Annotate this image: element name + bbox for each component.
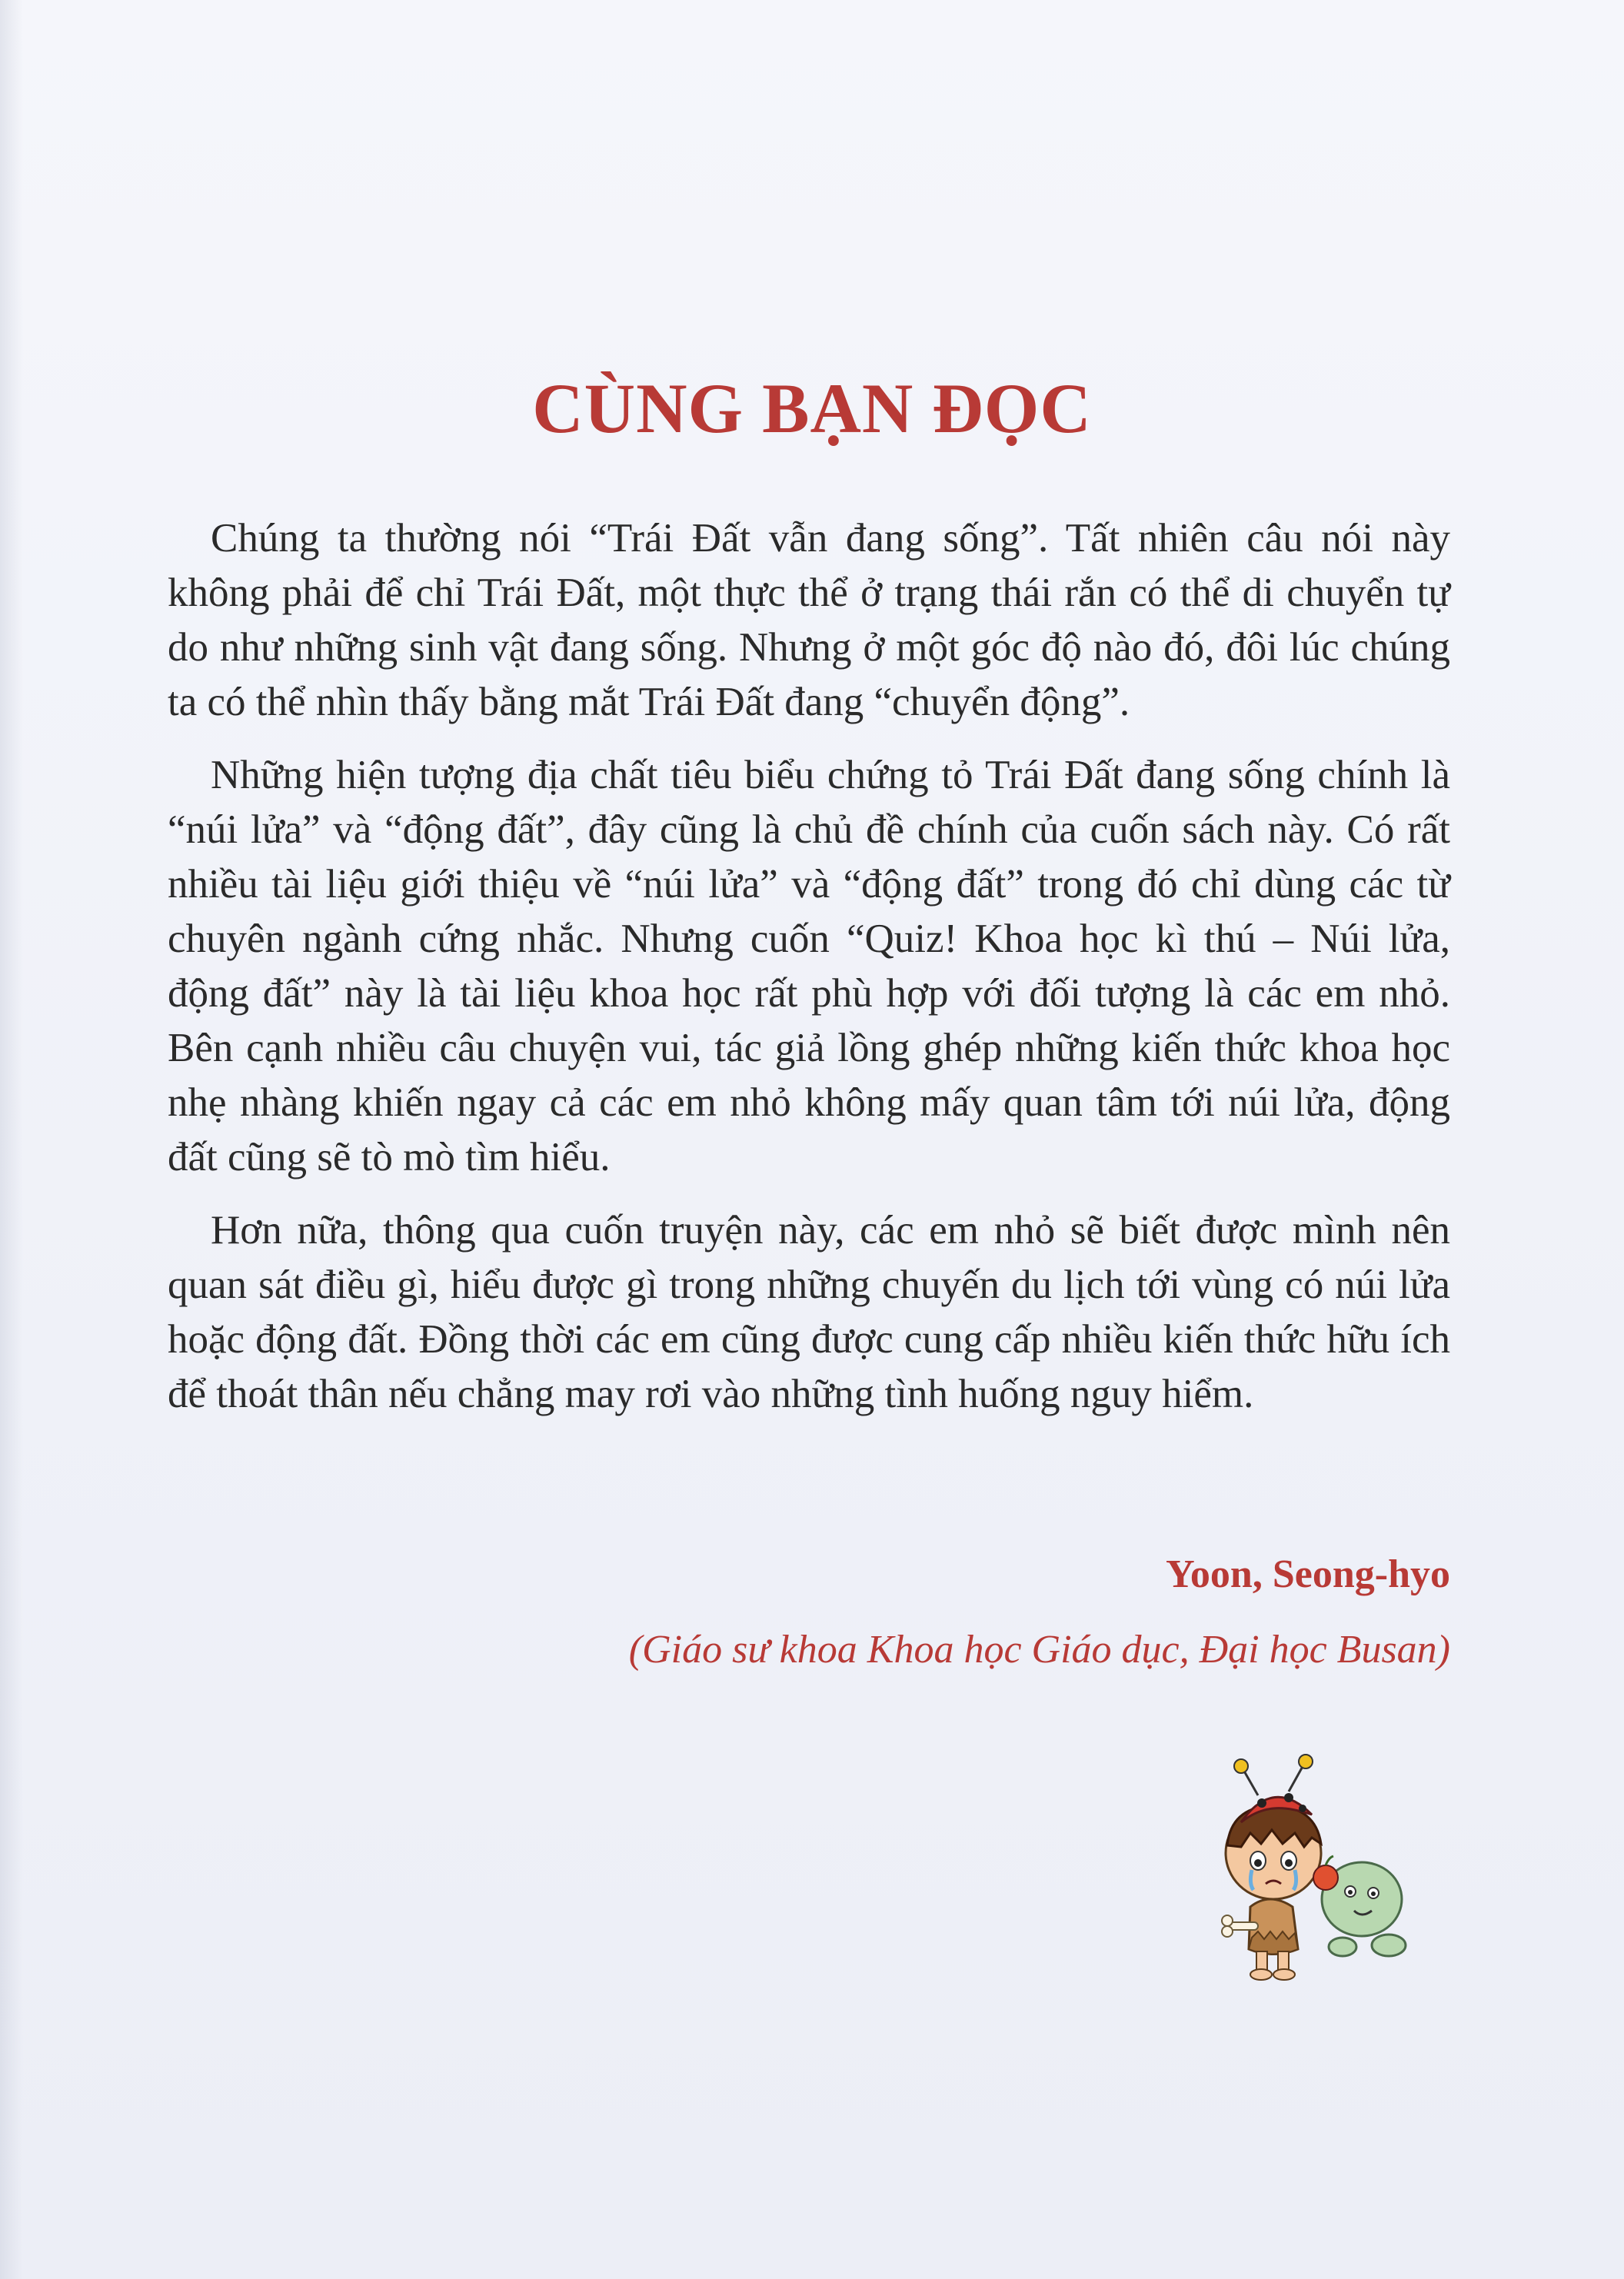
paragraph-1: Chúng ta thường nói “Trái Đất vẫn đang sống”. Tất nhiên câu nói này không phải để chỉ Trái Đất, một thực thể ở trạng thái rắn có thể di chuyển tự do như những sinh vật đang sống. Nhưng ở một góc độ nào đó, đôi lúc chúng ta có thể nhìn thấy bằng mắt Trái Đất đang “chuyển động”. [168, 516, 1450, 724]
mascot-icon [1196, 1753, 1427, 1984]
author-affiliation: (Giáo sư khoa Khoa học Giáo dục, Đại học Busan) [628, 1628, 1450, 1672]
paragraph-2: Những hiện tượng địa chất tiêu biểu chứng tỏ Trái Đất đang sống chính là “núi lửa” và “động đất”, đây cũng là chủ đề chính của cuốn sách này. Có rất nhiều tài liệu giới thiệu về “núi lửa” và “động đất” trong đó chỉ dùng các từ chuyên ngành cứng nhắc. Nhưng cuốn “Quiz! Khoa học kì thú – Núi lửa, động đất” này là tài liệu khoa học rất phù hợp với đối tượng là các em nhỏ. Bên cạnh nhiều câu chuyện vui, tác giả lồng ghép những kiến thức khoa học nhẹ nhàng khiến ngay cả các em nhỏ không mấy quan tâm tới núi lửa, động đất cũng sẽ tò mò tìm hiểu. [168, 753, 1450, 1179]
author-name: Yoon, Seong-hyo [1166, 1552, 1450, 1596]
paragraph-3: Hơn nữa, thông qua cuốn truyện này, các em nhỏ sẽ biết được mình nên quan sát điều gì, hiểu được gì trong những chuyến du lịch tới vùng có núi lửa hoặc động đất. Đồng thời các em cũng được cung cấp nhiều kiến thức hữu ích để thoát thân nếu chẳng may rơi vào những tình huống nguy hiểm. [168, 1208, 1450, 1416]
caveman-boy-icon [1222, 1755, 1338, 1980]
page-edge-shadow [0, 0, 23, 2279]
page-title: CÙNG BẠN ĐỌC [532, 369, 1092, 447]
body-text [168, 511, 1450, 1440]
